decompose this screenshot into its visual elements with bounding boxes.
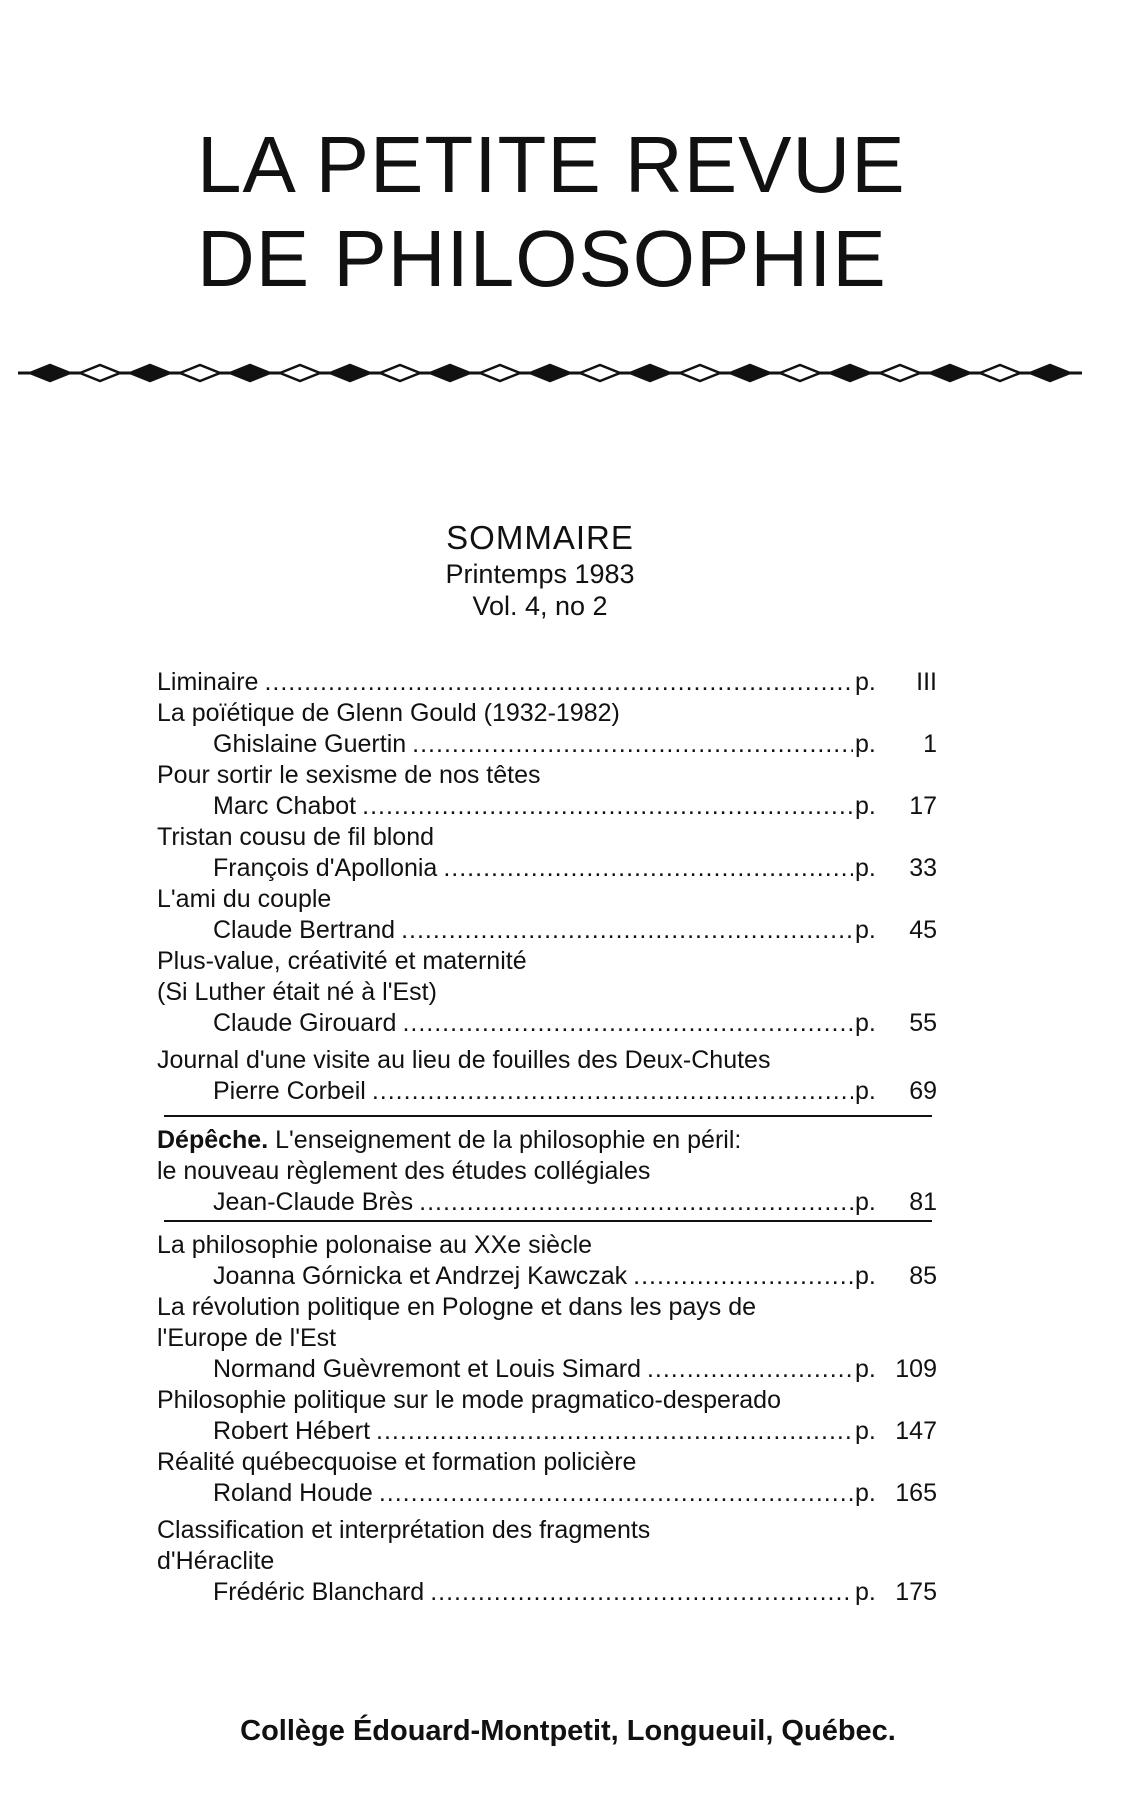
dot-leader <box>376 1416 853 1447</box>
page-abbr: p. <box>855 1479 876 1507</box>
dot-leader <box>443 853 853 884</box>
page-abbr: p. <box>855 854 876 882</box>
page-abbr: p. <box>855 1188 876 1216</box>
toc-title-continued: (Si Luther était né à l'Est) <box>157 978 437 1006</box>
hollow-diamond-icon <box>880 365 920 381</box>
diamond-chain-ornament <box>10 353 1090 393</box>
toc-author: Robert Hébert <box>213 1417 371 1445</box>
toc-title: L'ami du couple <box>157 885 332 913</box>
toc-entry <box>157 1292 937 1385</box>
filled-diamond-icon <box>30 365 70 381</box>
toc-page-number: 147 <box>895 1417 937 1445</box>
page-abbr: p. <box>855 1355 876 1383</box>
hollow-diamond-icon <box>180 365 220 381</box>
sommaire-heading: SOMMAIRE <box>446 519 634 556</box>
toc-page-number: 85 <box>909 1262 937 1290</box>
toc-author: Jean-Claude Brès <box>213 1188 414 1216</box>
dot-leader <box>412 729 853 760</box>
hollow-diamond-icon <box>280 365 320 381</box>
hollow-diamond-icon <box>380 365 420 381</box>
depeche-label: Dépêche. <box>157 1126 269 1154</box>
toc-author: Ghislaine Guertin <box>213 730 407 758</box>
toc-title-continued: l'Europe de l'Est <box>157 1324 337 1352</box>
toc-title: La révolution politique en Pologne et dans les pays de <box>157 1293 757 1321</box>
page-abbr: p. <box>855 1417 876 1445</box>
filled-diamond-icon <box>430 365 470 381</box>
toc-page-number: 81 <box>909 1188 937 1216</box>
filled-diamond-icon <box>230 365 270 381</box>
dot-leader <box>372 1076 853 1107</box>
toc-title: Liminaire <box>157 668 259 696</box>
filled-diamond-icon <box>130 365 170 381</box>
toc-entry <box>157 698 937 760</box>
toc-entry-liminaire <box>157 667 937 698</box>
page-abbr: p. <box>855 1077 876 1105</box>
issue-header <box>390 518 690 622</box>
toc-page-number: 17 <box>909 792 937 820</box>
toc-title: Pour sortir le sexisme de nos têtes <box>157 761 541 789</box>
toc-title-continued: le nouveau règlement des études collégiales <box>157 1157 651 1185</box>
page-abbr: p. <box>855 730 876 758</box>
dot-leader <box>430 1577 853 1608</box>
toc-entry <box>157 1045 937 1107</box>
hollow-diamond-icon <box>780 365 820 381</box>
toc-page-number: 1 <box>923 730 937 758</box>
toc-entry <box>157 822 937 884</box>
toc-entry-depeche <box>157 1125 937 1218</box>
toc-entry <box>157 1447 937 1509</box>
toc-author: Marc Chabot <box>213 792 357 820</box>
hollow-diamond-icon <box>580 365 620 381</box>
toc-author: Claude Bertrand <box>213 916 396 944</box>
dot-leader <box>401 915 853 946</box>
toc-page-number: 45 <box>909 916 937 944</box>
journal-title <box>197 118 906 306</box>
toc-title: L'enseignement de la philosophie en péril: <box>275 1126 742 1154</box>
toc-page-number: 69 <box>909 1077 937 1105</box>
page-abbr: p. <box>855 1578 876 1606</box>
dot-leader <box>647 1354 853 1385</box>
toc-author: Normand Guèvremont et Louis Simard <box>213 1355 641 1383</box>
dot-leader <box>379 1478 853 1509</box>
filled-diamond-icon <box>830 365 870 381</box>
toc-title-continued: d'Héraclite <box>157 1547 275 1575</box>
dot-leader <box>362 791 853 822</box>
toc-title: Réalité québecquoise et formation policière <box>157 1448 637 1476</box>
page-abbr: p. <box>855 668 876 696</box>
hollow-diamond-icon <box>480 365 520 381</box>
filled-diamond-icon <box>330 365 370 381</box>
toc-page-number: 109 <box>895 1355 937 1383</box>
dot-leader <box>402 1008 853 1039</box>
table-of-contents <box>157 667 937 1608</box>
toc-entry <box>157 1515 937 1608</box>
hollow-diamond-icon <box>980 365 1020 381</box>
page-abbr: p. <box>855 1262 876 1290</box>
publisher-line: Collège Édouard-Montpetit, Longueuil, Québec. <box>240 1715 896 1747</box>
hollow-diamond-icon <box>80 365 120 381</box>
toc-title: Classification et interprétation des fragments <box>157 1516 651 1544</box>
toc-author: Pierre Corbeil <box>213 1077 366 1105</box>
toc-page-number: III <box>916 668 937 696</box>
toc-entry <box>157 1385 937 1447</box>
toc-author: François d'Apollonia <box>213 854 438 882</box>
toc-title: Journal d'une visite au lieu de fouilles des Deux-Chutes <box>157 1046 771 1074</box>
filled-diamond-icon <box>730 365 770 381</box>
dot-leader <box>264 667 853 698</box>
section-divider <box>164 1220 932 1222</box>
toc-title: Plus-value, créativité et maternité <box>157 947 527 975</box>
issue-volume: Vol. 4, no 2 <box>472 591 608 621</box>
journal-title-line-1: LA PETITE REVUE <box>197 120 906 209</box>
page-abbr: p. <box>855 916 876 944</box>
hollow-diamond-icon <box>680 365 720 381</box>
filled-diamond-icon <box>1030 365 1070 381</box>
toc-title: Tristan cousu de fil blond <box>157 823 435 851</box>
filled-diamond-icon <box>530 365 570 381</box>
toc-author: Claude Girouard <box>213 1009 397 1037</box>
toc-entry <box>157 884 937 946</box>
dot-leader <box>633 1261 853 1292</box>
page-abbr: p. <box>855 1009 876 1037</box>
toc-page-number: 175 <box>895 1578 937 1606</box>
toc-page-number: 33 <box>909 854 937 882</box>
toc-page-number: 55 <box>909 1009 937 1037</box>
toc-author: Roland Houde <box>213 1479 373 1507</box>
toc-title: La philosophie polonaise au XXe siècle <box>157 1231 593 1259</box>
journal-title-line-2: DE PHILOSOPHIE <box>197 214 887 303</box>
page-abbr: p. <box>855 792 876 820</box>
toc-title: La poïétique de Glenn Gould (1932-1982) <box>157 699 620 727</box>
issue-season: Printemps 1983 <box>445 559 635 589</box>
filled-diamond-icon <box>930 365 970 381</box>
toc-entry <box>157 760 937 822</box>
toc-author: Frédéric Blanchard <box>213 1578 425 1606</box>
dot-leader <box>419 1187 853 1218</box>
section-divider <box>164 1115 932 1117</box>
toc-page-number: 165 <box>895 1479 937 1507</box>
toc-entry <box>157 946 937 1039</box>
toc-author: Joanna Górnicka et Andrzej Kawczak <box>213 1262 628 1290</box>
toc-title: Philosophie politique sur le mode pragmatico-desperado <box>157 1386 781 1414</box>
toc-entry <box>157 1230 937 1292</box>
filled-diamond-icon <box>630 365 670 381</box>
